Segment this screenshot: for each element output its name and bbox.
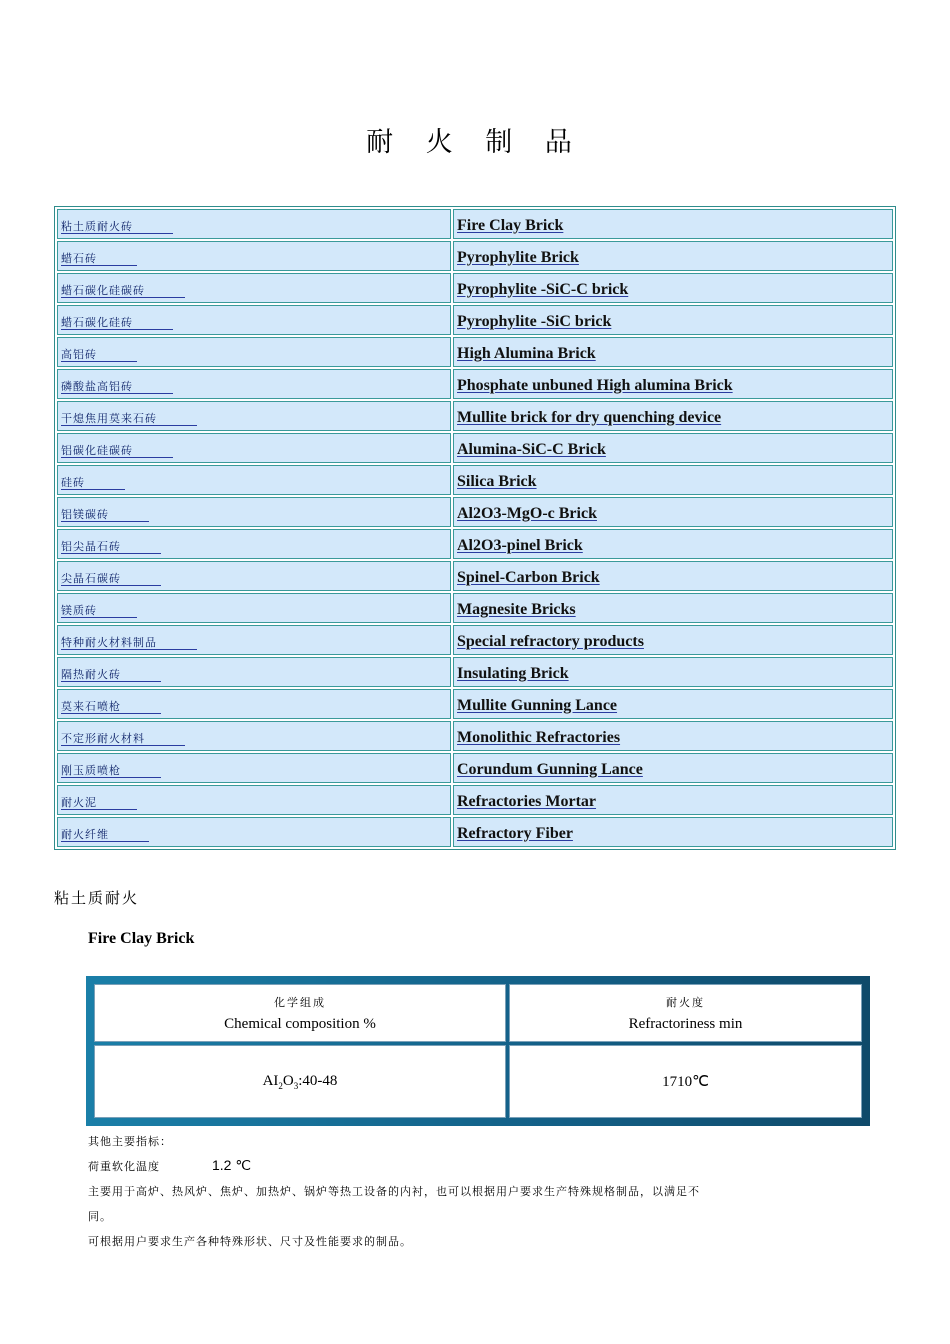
spec-table-frame	[86, 976, 870, 1126]
index-link-zh[interactable]: 铝碳化硅碳砖	[61, 444, 173, 458]
index-row	[57, 305, 893, 335]
index-cell-en	[453, 817, 893, 847]
chemical-composition-header	[94, 984, 506, 1042]
index-cell-zh	[57, 369, 451, 399]
index-cell-en	[453, 753, 893, 783]
index-link-en[interactable]: Alumina-SiC-C Brick	[457, 440, 606, 458]
index-cell-en	[453, 465, 893, 495]
chemical-composition-value	[94, 1045, 506, 1118]
index-cell-en	[453, 721, 893, 751]
index-row	[57, 433, 893, 463]
note-load-softening-value: 1.2 ℃	[212, 1157, 252, 1173]
index-link-zh[interactable]: 特种耐火材料制品	[61, 636, 197, 650]
index-cell-zh	[57, 497, 451, 527]
index-cell-en	[453, 561, 893, 591]
index-row	[57, 497, 893, 527]
index-link-zh[interactable]: 铝镁碳砖	[61, 508, 149, 522]
index-link-en[interactable]: Refractory Fiber	[457, 824, 573, 842]
index-cell-zh	[57, 337, 451, 367]
index-cell-zh	[57, 241, 451, 271]
chemical-composition-header-zh: 化学组成	[274, 995, 326, 1009]
index-cell-zh	[57, 529, 451, 559]
index-link-en[interactable]: Silica Brick	[457, 472, 537, 490]
index-cell-zh	[57, 305, 451, 335]
index-row	[57, 529, 893, 559]
index-link-zh[interactable]: 耐火纤维	[61, 828, 149, 842]
page-title: 耐 火 制 品	[366, 127, 584, 158]
index-link-zh[interactable]: 干熄焦用莫来石砖	[61, 412, 197, 426]
product-index-table	[54, 206, 896, 850]
index-link-en[interactable]: Pyrophylite Brick	[457, 248, 579, 266]
index-link-zh[interactable]: 蜡石碳化硅砖	[61, 316, 173, 330]
index-row	[57, 273, 893, 303]
index-link-en[interactable]: Special refractory products	[457, 632, 644, 650]
index-cell-en	[453, 273, 893, 303]
index-cell-zh	[57, 657, 451, 687]
index-link-en[interactable]: Spinel-Carbon Brick	[457, 568, 600, 586]
index-row	[57, 337, 893, 367]
note-usage: 主要用于高炉、热风炉、焦炉、加热炉、锅炉等热工设备的内衬，也可以根据用户要求生产特殊规格制品，以满足不	[88, 1185, 700, 1198]
index-row	[57, 721, 893, 751]
index-cell-zh	[57, 433, 451, 463]
refractoriness-value: 1710℃	[509, 1045, 862, 1118]
index-cell-en	[453, 657, 893, 687]
note-custom: 可根据用户要求生产各种特殊形状、尺寸及性能要求的制品。	[88, 1235, 412, 1248]
index-link-zh[interactable]: 硅砖	[61, 476, 125, 490]
note-usage-continued: 同。	[88, 1210, 112, 1223]
index-link-zh[interactable]: 蜡石砖	[61, 252, 137, 266]
index-cell-en	[453, 305, 893, 335]
index-link-zh[interactable]: 高铝砖	[61, 348, 137, 362]
refractoriness-header-zh: 耐火度	[666, 995, 705, 1009]
index-cell-zh	[57, 817, 451, 847]
index-cell-en	[453, 625, 893, 655]
index-cell-zh	[57, 465, 451, 495]
formula-sub-3: 3	[293, 1080, 299, 1091]
spec-table-header-row	[94, 984, 862, 1042]
index-cell-en	[453, 209, 893, 239]
index-cell-en	[453, 433, 893, 463]
index-row	[57, 561, 893, 591]
index-cell-en	[453, 529, 893, 559]
index-link-zh[interactable]: 尖晶石碳砖	[61, 572, 161, 586]
note-load-softening-label: 荷重软化温度	[88, 1160, 160, 1173]
index-cell-zh	[57, 401, 451, 431]
index-row	[57, 657, 893, 687]
index-row	[57, 625, 893, 655]
index-link-zh[interactable]: 镁质砖	[61, 604, 137, 618]
index-link-zh[interactable]: 隔热耐火砖	[61, 668, 161, 682]
note-other-indicators: 其他主要指标：	[88, 1135, 172, 1148]
index-cell-zh	[57, 721, 451, 751]
index-cell-zh	[57, 689, 451, 719]
index-cell-en	[453, 401, 893, 431]
index-cell-zh	[57, 273, 451, 303]
index-link-en[interactable]: Phosphate unbuned High alumina Brick	[457, 376, 733, 394]
index-cell-zh	[57, 561, 451, 591]
formula-sub-2: 2	[278, 1080, 283, 1091]
index-cell-en	[453, 337, 893, 367]
index-cell-en	[453, 593, 893, 623]
index-link-en[interactable]: High Alumina Brick	[457, 344, 596, 362]
index-cell-zh	[57, 785, 451, 815]
index-link-en[interactable]: Al2O3-MgO-c Brick	[457, 504, 597, 522]
spec-table-value-row	[94, 1045, 862, 1118]
index-link-zh[interactable]: 铝尖晶石砖	[61, 540, 161, 554]
index-row	[57, 209, 893, 239]
index-link-zh[interactable]: 不定形耐火材料	[61, 732, 185, 746]
index-cell-en	[453, 369, 893, 399]
index-link-zh[interactable]: 磷酸盐高铝砖	[61, 380, 173, 394]
index-cell-zh	[57, 625, 451, 655]
index-link-zh[interactable]: 莫来石喷枪	[61, 700, 161, 714]
index-cell-en	[453, 241, 893, 271]
index-row	[57, 689, 893, 719]
index-link-en[interactable]: Al2O3-pinel Brick	[457, 536, 583, 554]
index-row	[57, 785, 893, 815]
section-heading: 粘土质耐火	[54, 889, 140, 907]
formula-value: :40-48	[298, 1072, 338, 1089]
index-link-en[interactable]: Pyrophylite -SiC-C brick	[457, 280, 629, 298]
index-cell-zh	[57, 753, 451, 783]
index-link-en[interactable]: Pyrophylite -SiC brick	[457, 312, 612, 330]
index-link-en[interactable]: Mullite Gunning Lance	[457, 696, 618, 714]
index-link-en[interactable]: Corundum Gunning Lance	[457, 760, 643, 778]
index-row	[57, 241, 893, 271]
index-link-zh[interactable]: 粘土质耐火砖	[61, 220, 173, 234]
index-link-en[interactable]: Fire Clay Brick	[457, 216, 564, 234]
spec-table	[91, 981, 865, 1121]
index-link-zh[interactable]: 刚玉质喷枪	[61, 764, 161, 778]
note-load-softening	[88, 1157, 251, 1174]
index-row	[57, 465, 893, 495]
index-cell-en	[453, 785, 893, 815]
index-cell-zh	[57, 593, 451, 623]
index-link-en[interactable]: Refractories Mortar	[457, 792, 597, 810]
index-cell-en	[453, 689, 893, 719]
index-row	[57, 593, 893, 623]
index-row	[57, 369, 893, 399]
index-row	[57, 401, 893, 431]
formula-o: O	[282, 1072, 294, 1089]
refractoriness-header	[509, 984, 862, 1042]
chemical-composition-header-en: Chemical composition %	[224, 1015, 376, 1032]
index-link-en[interactable]: Insulating Brick	[457, 664, 569, 682]
index-link-en[interactable]: Magnesite Bricks	[457, 600, 576, 618]
index-cell-en	[453, 497, 893, 527]
formula-al: AI	[262, 1072, 279, 1089]
index-link-en[interactable]: Monolithic Refractories	[457, 728, 621, 746]
index-link-zh[interactable]: 蜡石碳化硅碳砖	[61, 284, 185, 298]
index-link-zh[interactable]: 耐火泥	[61, 796, 137, 810]
refractoriness-header-en: Refractoriness min	[628, 1015, 743, 1032]
index-row	[57, 753, 893, 783]
section-subheading: Fire Clay Brick	[88, 930, 195, 947]
index-link-en[interactable]: Mullite brick for dry quenching device	[457, 408, 722, 426]
index-row	[57, 817, 893, 847]
index-cell-zh	[57, 209, 451, 239]
